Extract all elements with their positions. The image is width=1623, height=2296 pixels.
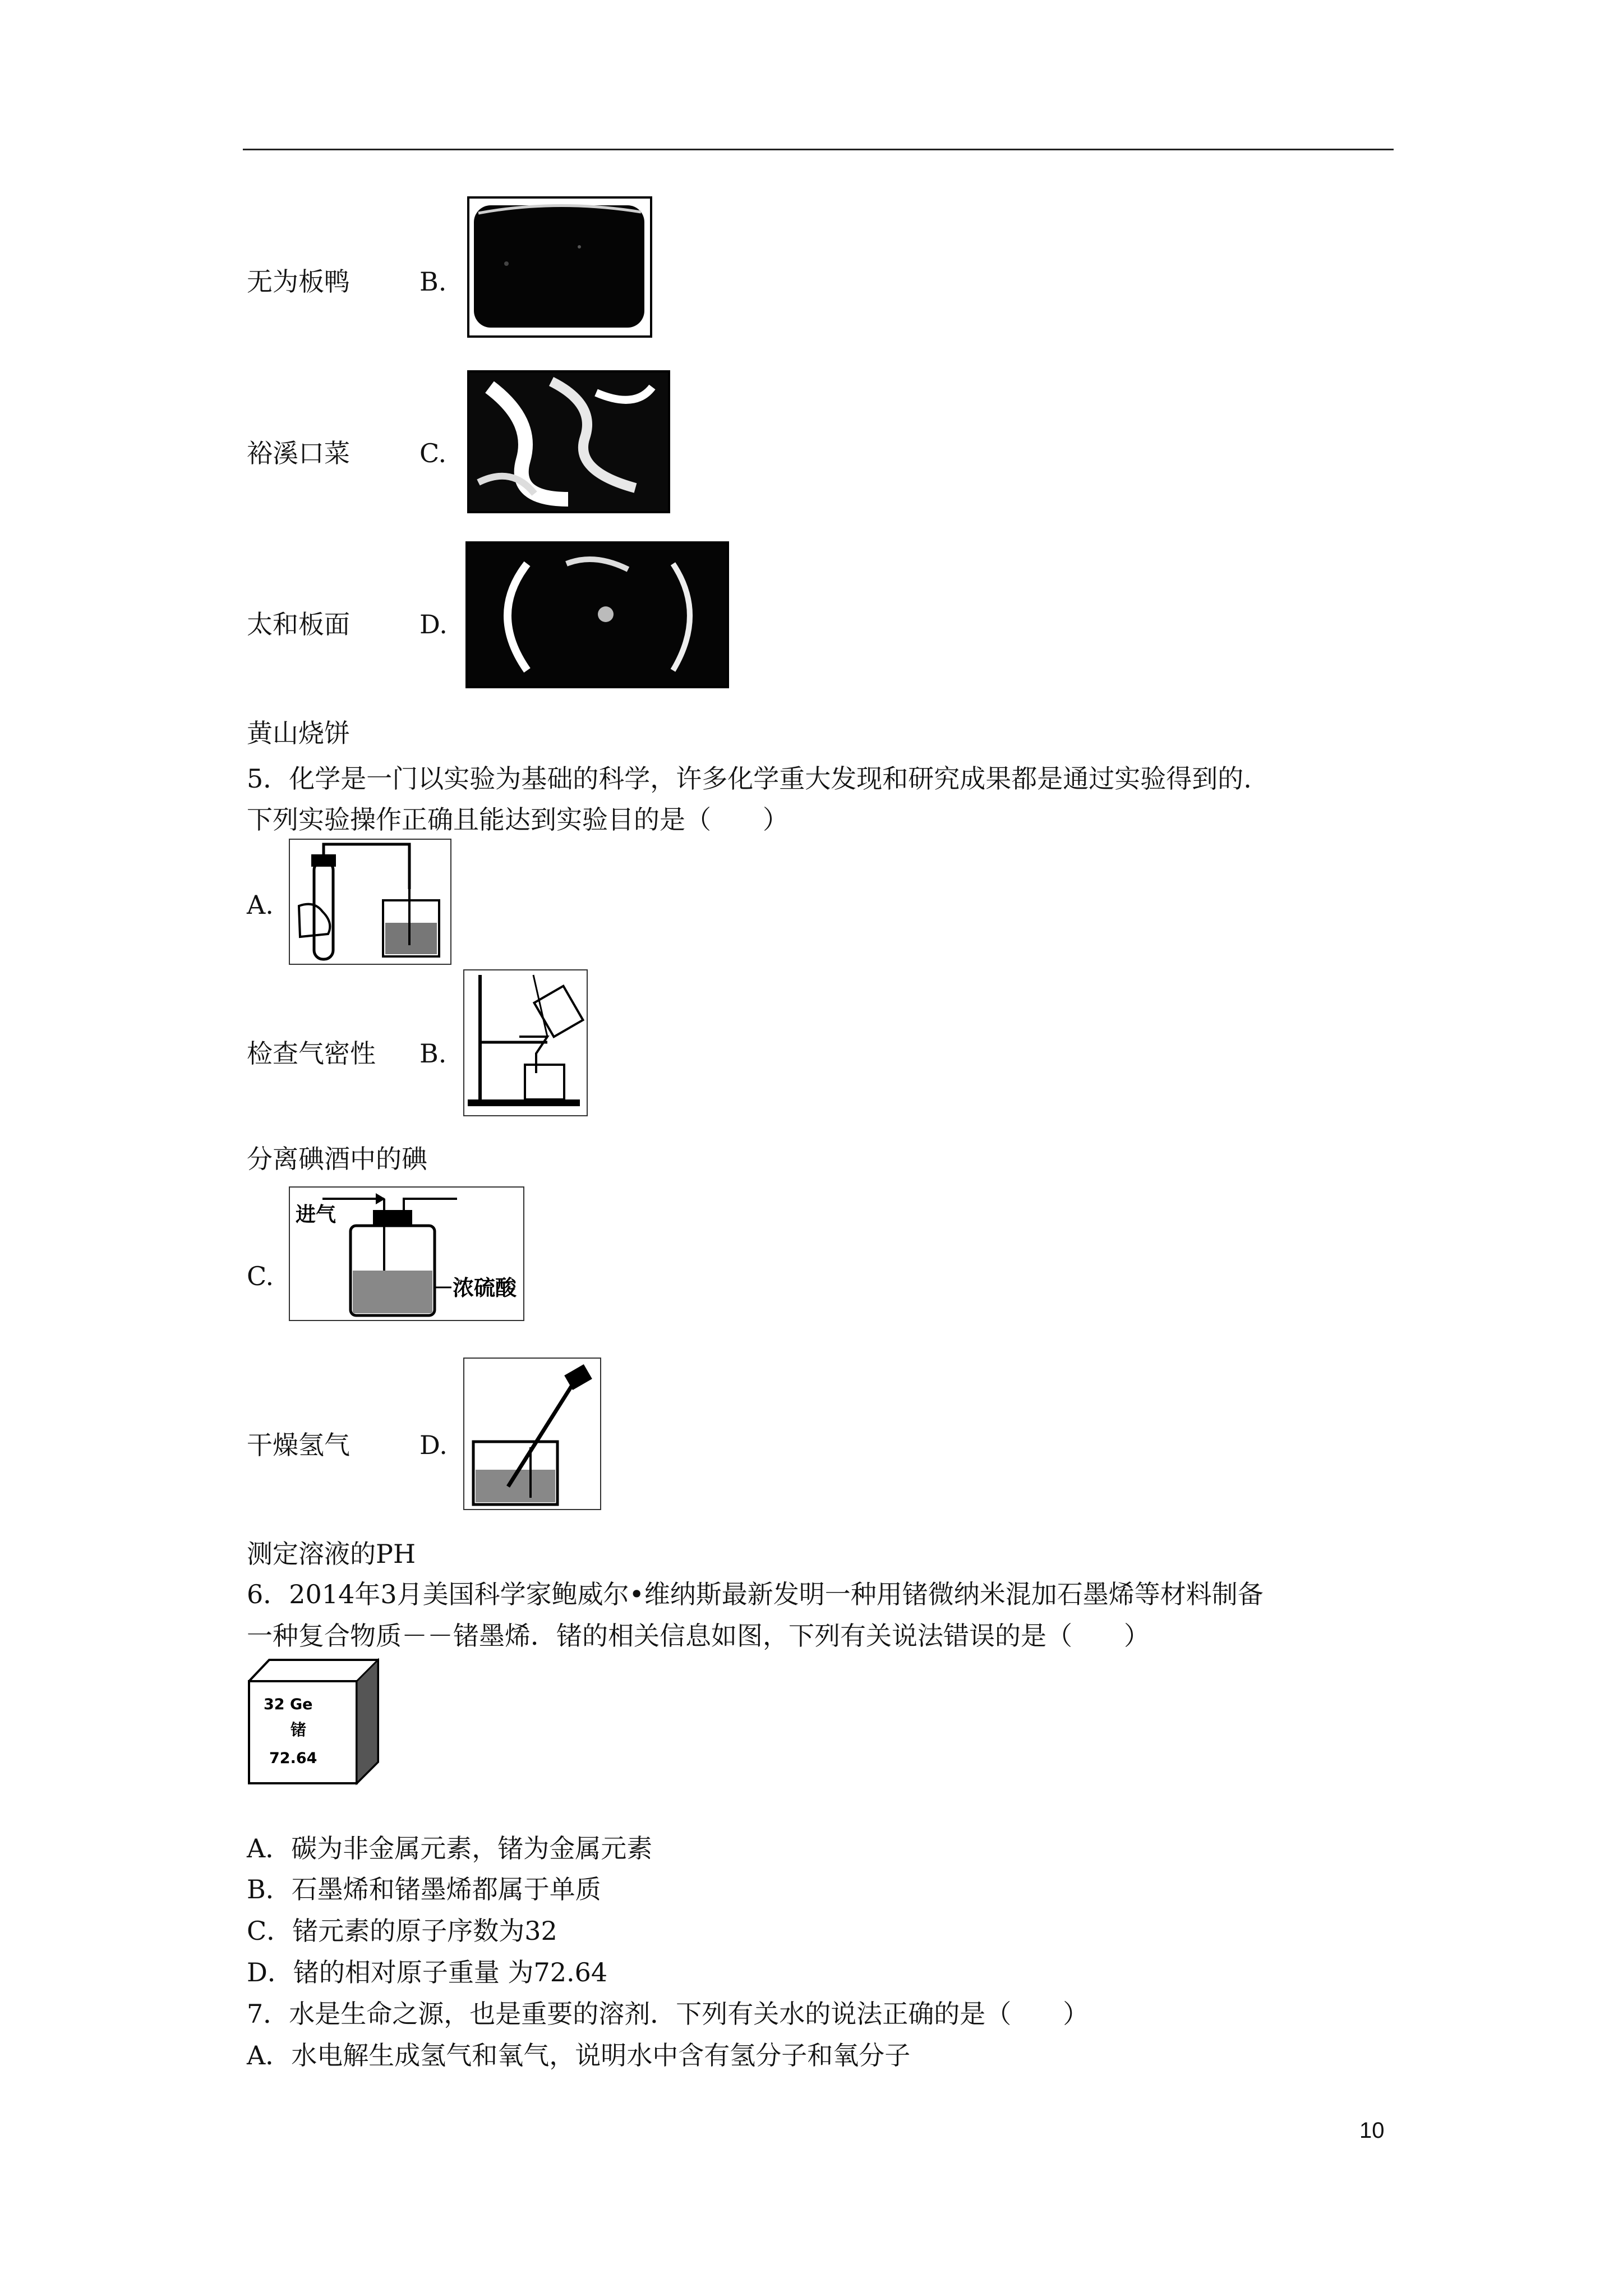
q6-germanium-element-cube	[247, 1658, 379, 1786]
q5-label-b: 分离碘酒中的碘	[247, 1144, 427, 1174]
q4-option-b-letter: B.	[419, 266, 447, 297]
q5-label-c: 干燥氢气	[247, 1430, 350, 1460]
q6-cube-number-symbol: 32 Ge	[264, 1696, 313, 1713]
q6-cube-mass: 72.64	[269, 1750, 317, 1767]
q5-option-c-gas-drying-figure	[289, 1186, 524, 1321]
q5-fig-c-inlet-label: 进气	[296, 1203, 336, 1226]
q4-label-c: 太和板面	[247, 609, 350, 639]
q5-option-b-letter: B.	[419, 1038, 447, 1069]
q6-stem-line1: 6．2014年3月美国科学家鲍威尔•维纳斯最新发明一种用锗微纳米混加石墨烯等材料制备	[247, 1579, 1264, 1609]
q6-cube-name: 锗	[291, 1720, 307, 1739]
q5-option-a-letter: A.	[247, 890, 274, 920]
q4-option-d-letter: D.	[419, 609, 448, 639]
q6-option-b: B．石墨烯和锗墨烯都属于单质	[247, 1874, 601, 1904]
q5-option-a-airtightness-figure	[289, 839, 451, 965]
q4-label-d: 黄山烧饼	[247, 718, 350, 748]
q6-option-a: A．碳为非金属元素，锗为金属元素	[247, 1833, 653, 1864]
q4-option-c-photo	[467, 370, 670, 513]
q5-stem-line2: 下列实验操作正确且能达到实验目的是（ ）	[247, 804, 789, 835]
q7-stem: 7．水是生命之源，也是重要的溶剂．下列有关水的说法正确的是（ ）	[247, 1999, 1089, 2029]
q4-option-b-photo	[467, 196, 652, 338]
q5-option-d-letter: D.	[419, 1430, 448, 1460]
q4-option-d-photo	[465, 541, 729, 688]
q5-option-b-filtration-figure	[463, 969, 588, 1116]
q5-fig-c-acid-label: 浓硫酸	[453, 1275, 517, 1300]
q6-stem-line2: 一种复合物质－－锗墨烯．锗的相关信息如图，下列有关说法错误的是（ ）	[247, 1621, 1150, 1651]
q5-stem-line1: 5．化学是一门以实验为基础的科学，许多化学重大发现和研究成果都是通过实验得到的.	[247, 763, 1252, 794]
q5-option-d-ph-test-figure	[463, 1358, 601, 1510]
q6-option-c: C．锗元素的原子序数为32	[247, 1916, 557, 1946]
q5-label-d: 测定溶液的PH	[247, 1539, 416, 1569]
q4-label-a: 无为板鸭	[247, 266, 350, 297]
q7-option-a: A．水电解生成氢气和氧气，说明水中含有氢分子和氧分子	[247, 2040, 911, 2070]
page-number: 10	[1359, 2118, 1385, 2143]
q4-label-b: 裕溪口菜	[247, 438, 350, 468]
q5-label-a: 检查气密性	[247, 1038, 376, 1069]
q6-option-d: D．锗的相对原子重量 为72.64	[247, 1957, 608, 1987]
q5-option-c-letter: C.	[247, 1261, 274, 1291]
q4-option-c-letter: C.	[419, 438, 447, 468]
header-rule	[243, 149, 1394, 150]
